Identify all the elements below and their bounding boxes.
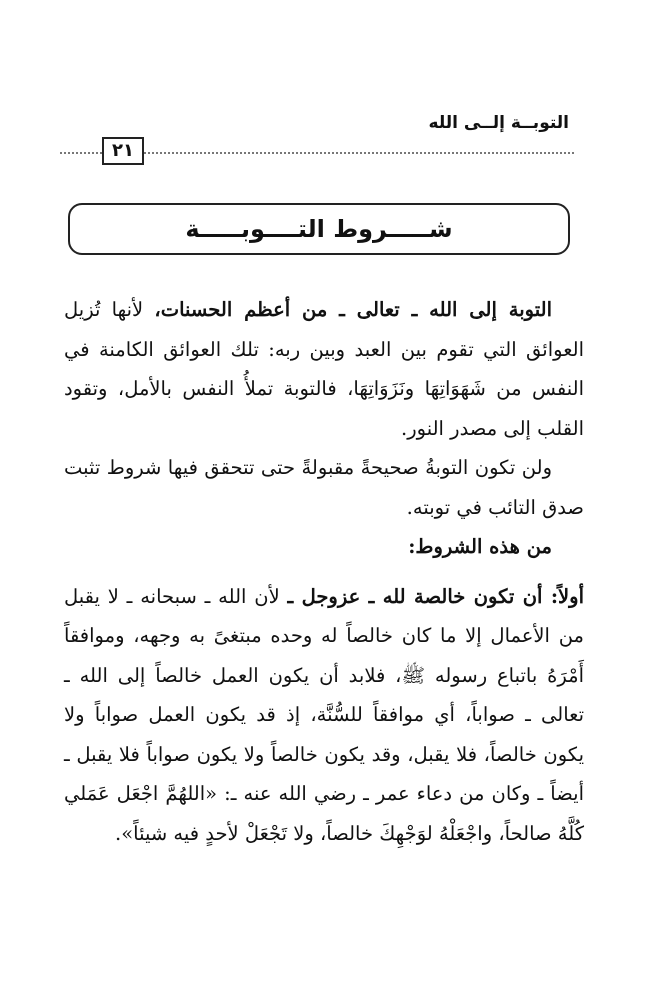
paragraph-conditions-text: ولن تكون التوبةُ صحيحةً مقبولةً حتى تتحقق فيها شروط تثبت صدق التائب في توبته.	[64, 456, 584, 519]
body-text	[64, 290, 584, 853]
section-heading-box	[68, 203, 570, 255]
paragraph-conditions	[64, 448, 584, 527]
paragraph-intro	[64, 290, 584, 448]
paragraph-intro-bold: التوبة إلى الله ـ تعالى ـ من أعظم الحسنات،	[154, 298, 552, 321]
paragraph-list-intro-bold: من هذه الشروط:	[408, 535, 552, 558]
paragraph-list-intro	[64, 527, 584, 567]
paragraph-first-condition-text: لأن الله ـ سبحانه ـ لا يقبل من الأعمال إلا ما كان خالصاً له وحده مبتغىً به وجهه، وموافقاً أَمْرَهُ باتباع رسوله ﷺ، فلابد أن يكون العمل خالصاً إلى الله ـ تعالى ـ صواباً، أي موافقاً للسُّنَّة، إذ قد يكون العمل صواباً ولا يكون خالصاً، فلا يقبل، وقد يكون خالصاً ولا يكون صواباً فلا يقبل ـ أيضاً ـ وكان من دعاء عمر ـ رضي الله عنه ـ: «اللهُمَّ اجْعَل عَمَلي كُلَّهُ صالحاً، واجْعَلْهُ لوَجْهِكَ خالصاً، ولا تَجْعَلْ لأحدٍ فيه شيئاً».	[64, 584, 584, 845]
paragraph-first-condition-bold: أولاً: أن تكون خالصة لله ـ عزوجل ـ	[287, 584, 584, 608]
page-number: ٢١	[102, 137, 144, 165]
paragraph-intro-text: لأنها تُزيل العوائق التي تقوم بين العبد وبين ربه: تلك العوائق الكامنة في النفس من شَهَوَاتِهَا ونَزَوَاتِهَا، فالتوبة تملأُ النفس بالأمل، وتقود القلب إلى مصدر النور.	[64, 298, 584, 440]
running-title: التوبــة إلــى الله	[428, 113, 569, 133]
paragraph-first-condition	[64, 577, 584, 854]
section-title: شـــــروط التــــوبـــــة	[185, 215, 453, 243]
